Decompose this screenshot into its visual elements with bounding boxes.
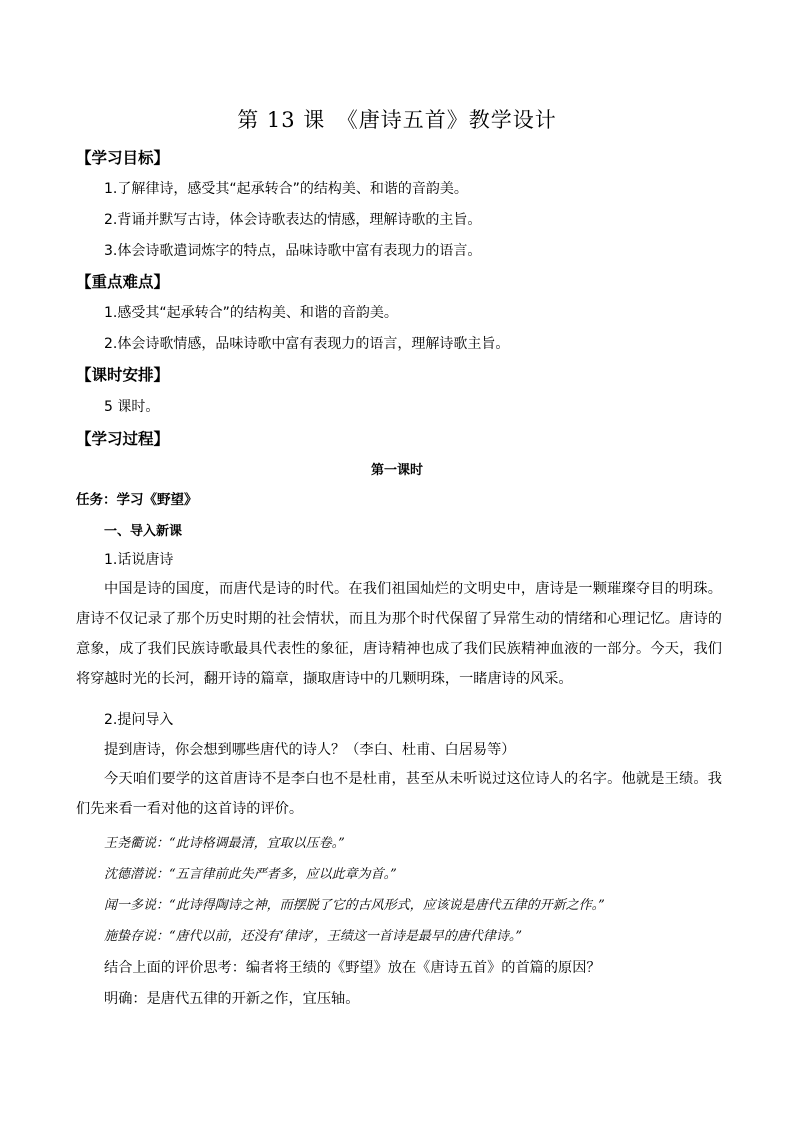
objective-item-2: 2.背诵并默写古诗，体会诗歌表达的情感，理解诗歌的主旨。 xyxy=(104,212,482,228)
answer-text: 明确：是唐代五律的开新之作，宜压轴。 xyxy=(104,991,360,1007)
part-heading-1: 一、导入新课 xyxy=(104,524,183,539)
objective-item-1: 1.了解律诗，感受其“起承转合”的结构美、和谐的音韵美。 xyxy=(104,181,468,197)
quote-1: 王尧衢说：“此诗格调最清，宜取以压卷。” xyxy=(104,836,345,851)
quote-3: 闻一多说：“此诗得陶诗之神，而摆脱了它的古风形式，应该说是唐代五律的开新之作。” xyxy=(104,898,605,913)
intro-paragraph: 中国是诗的国度，而唐代是诗的时代。在我们祖国灿烂的文明史中，唐诗是一颗璀璨夺目的明珠。唐诗不仅记录了那个历史时期的社会情状，而且为那个时代保留了异常生动的情绪和心理记忆。唐诗的意象，成了我们民族诗歌最具代表性的象征，唐诗精神也成了我们民族精神血液的一部分。今天，我们将穿越时光的长河，翻开诗的篇章，撷取唐诗中的几颗明珠，一睹唐诗的风采。 xyxy=(76,581,722,687)
objectives-heading: 【学习目标】 xyxy=(76,149,170,167)
schedule-heading: 【课时安排】 xyxy=(76,366,170,384)
discussion-question: 结合上面的评价思考：编者将王绩的《野望》放在《唐诗五首》的首篇的原因？ xyxy=(104,960,601,976)
task-title: 任务：学习《野望》 xyxy=(76,492,198,508)
quote-2: 沈德潜说：“五言律前此失严者多，应以此章为首。” xyxy=(104,867,397,882)
keypoints-heading: 【重点难点】 xyxy=(76,273,170,291)
keypoint-item-2: 2.体会诗歌情感，品味诗歌中富有表现力的语言，理解诗歌主旨。 xyxy=(104,336,510,352)
objective-item-3: 3.体会诗歌遣词炼字的特点，品味诗歌中富有表现力的语言。 xyxy=(104,243,482,259)
keypoint-item-1: 1.感受其“起承转合”的结构美、和谐的音韵美。 xyxy=(104,305,398,321)
quote-4: 施蛰存说：“唐代以前，还没有‘律诗’，王绩这一首诗是最早的唐代律诗。” xyxy=(104,929,523,944)
process-heading: 【学习过程】 xyxy=(76,430,170,448)
page-title: 第 13 课 《唐诗五首》教学设计 xyxy=(237,108,557,132)
poet-intro-paragraph: 今天咱们要学的这首唐诗不是李白也不是杜甫，甚至从未听说过这位诗人的名字。他就是王绩。我们先来看一看对他的这首诗的评价。 xyxy=(76,771,722,817)
schedule-text: 5 课时。 xyxy=(104,399,160,415)
subheading-2: 2.提问导入 xyxy=(104,712,174,728)
subheading-1: 1.话说唐诗 xyxy=(104,552,174,568)
lesson-title: 第一课时 xyxy=(370,463,423,478)
question-paragraph: 提到唐诗，你会想到哪些唐代的诗人？（李白、杜甫、白居易等） xyxy=(104,742,516,758)
